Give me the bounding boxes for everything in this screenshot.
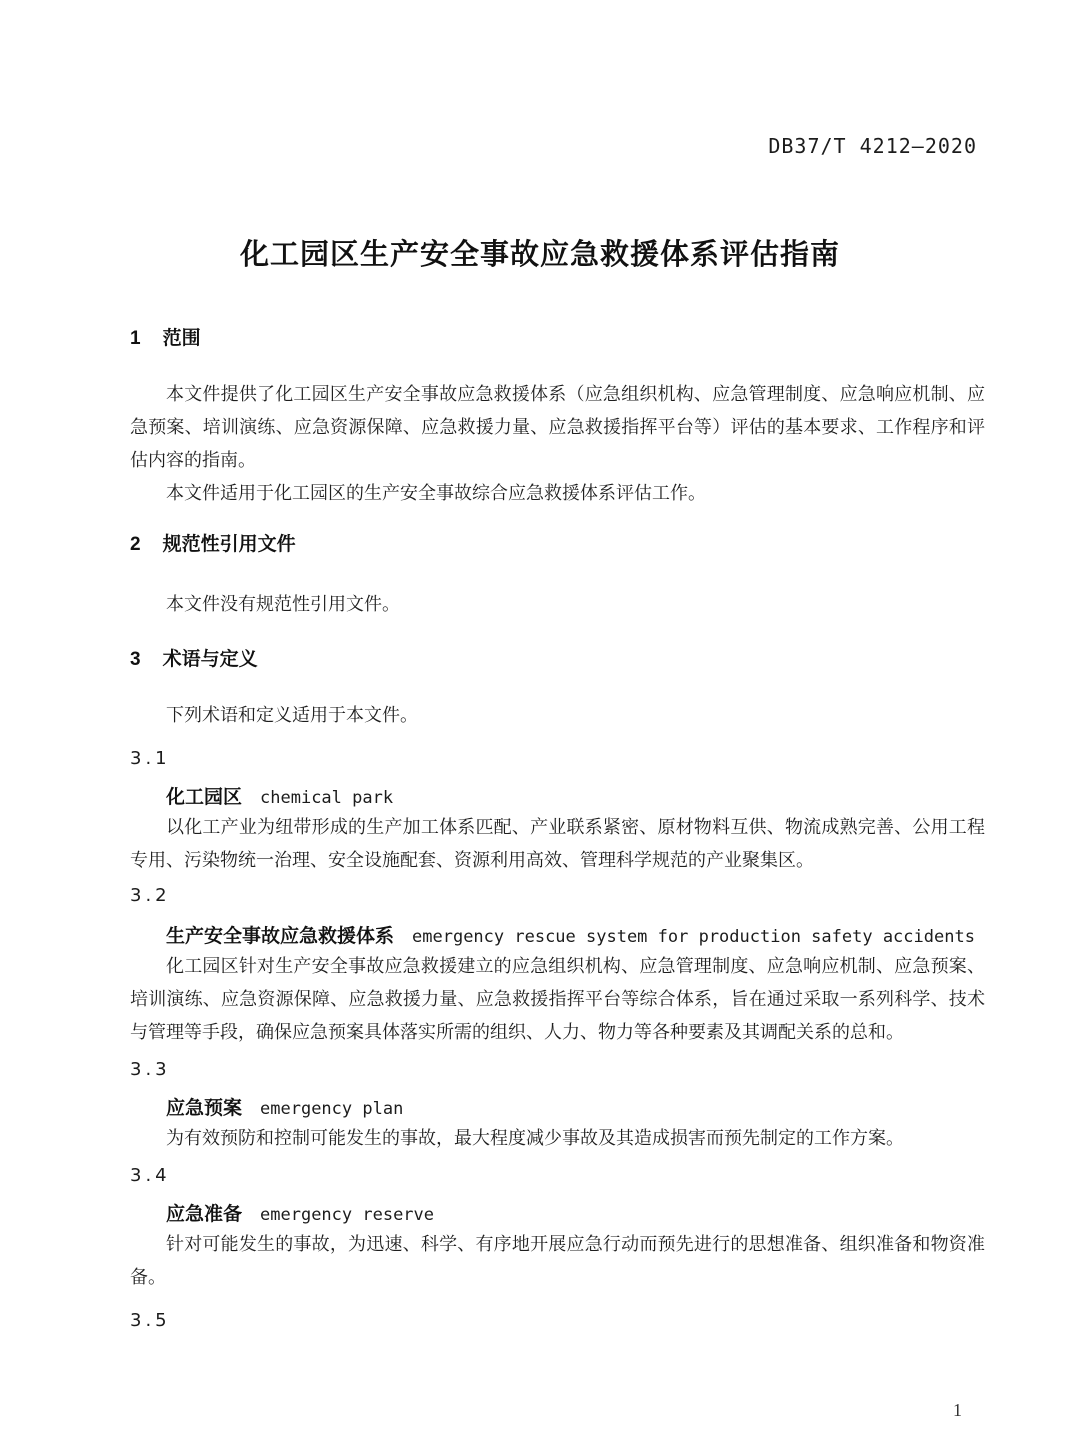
section-1-heading xyxy=(130,326,985,352)
term-3-2-line xyxy=(130,923,985,950)
term-3-3-chinese: 应急预案 xyxy=(166,1098,243,1119)
section-1-number: 1 xyxy=(130,328,141,349)
term-3-1-english: chemical park xyxy=(260,788,394,808)
section-2-title: 规范性引用文件 xyxy=(162,534,296,555)
section-3-heading xyxy=(130,647,985,673)
term-3-5-number: 3.5 xyxy=(130,1310,171,1331)
term-3-2-number: 3.2 xyxy=(130,885,171,906)
term-3-1-chinese: 化工园区 xyxy=(166,787,243,808)
document-body xyxy=(130,322,985,1334)
section-1-paragraph-1: 本文件提供了化工园区生产安全事故应急救援体系（应急组织机构、应急管理制度、应急响应机制、应急预案、培训演练、应急资源保障、应急救援力量、应急救援指挥平台等）评估的基本要求、工作程序和评估内容的指南。 xyxy=(130,384,985,470)
term-3-3-number: 3.3 xyxy=(130,1059,171,1080)
term-3-4-line xyxy=(130,1201,985,1228)
term-3-1-number: 3.1 xyxy=(130,748,171,769)
section-3-paragraph-1: 下列术语和定义适用于本文件。 xyxy=(166,705,418,725)
section-2-paragraph-1: 本文件没有规范性引用文件。 xyxy=(166,594,400,614)
page-number: 1 xyxy=(953,1400,962,1420)
term-3-4-english: emergency reserve xyxy=(260,1205,435,1225)
page-title: 化工园区生产安全事故应急救援体系评估指南 xyxy=(239,239,840,271)
term-3-2-chinese: 生产安全事故应急救援体系 xyxy=(166,926,395,947)
term-3-2-english: emergency rescue system for production safety accidents xyxy=(412,927,975,947)
term-3-3-english: emergency plan xyxy=(260,1099,404,1119)
section-1-title: 范围 xyxy=(162,328,201,349)
term-3-4-chinese: 应急准备 xyxy=(166,1204,243,1225)
term-3-1-line xyxy=(130,784,985,811)
section-1-paragraph-2: 本文件适用于化工园区的生产安全事故综合应急救援体系评估工作。 xyxy=(166,483,706,503)
standard-doc-number: DB37/T 4212—2020 xyxy=(768,134,977,158)
term-3-2-definition: 化工园区针对生产安全事故应急救援建立的应急组织机构、应急管理制度、应急响应机制、应急预案、培训演练、应急资源保障、应急救援力量、应急救援指挥平台等综合体系，旨在通过采取一系列科学、技术与管理等手段，确保应急预案具体落实所需的组织、人力、物力等各种要素及其调配关系的总和。 xyxy=(130,956,985,1042)
section-2-heading xyxy=(130,532,985,558)
term-3-4-number: 3.4 xyxy=(130,1165,171,1186)
term-3-3-definition: 为有效预防和控制可能发生的事故，最大程度减少事故及其造成损害而预先制定的工作方案。 xyxy=(166,1128,904,1148)
term-3-1-definition: 以化工产业为纽带形成的生产加工体系匹配、产业联系紧密、原材物料互供、物流成熟完善、公用工程专用、污染物统一治理、安全设施配套、资源利用高效、管理科学规范的产业聚集区。 xyxy=(130,817,985,870)
term-3-4-definition: 针对可能发生的事故，为迅速、科学、有序地开展应急行动而预先进行的思想准备、组织准备和物资准备。 xyxy=(130,1234,985,1287)
section-2-number: 2 xyxy=(130,534,141,555)
section-3-number: 3 xyxy=(130,649,141,670)
term-3-3-line xyxy=(130,1095,985,1122)
section-3-title: 术语与定义 xyxy=(162,649,258,670)
